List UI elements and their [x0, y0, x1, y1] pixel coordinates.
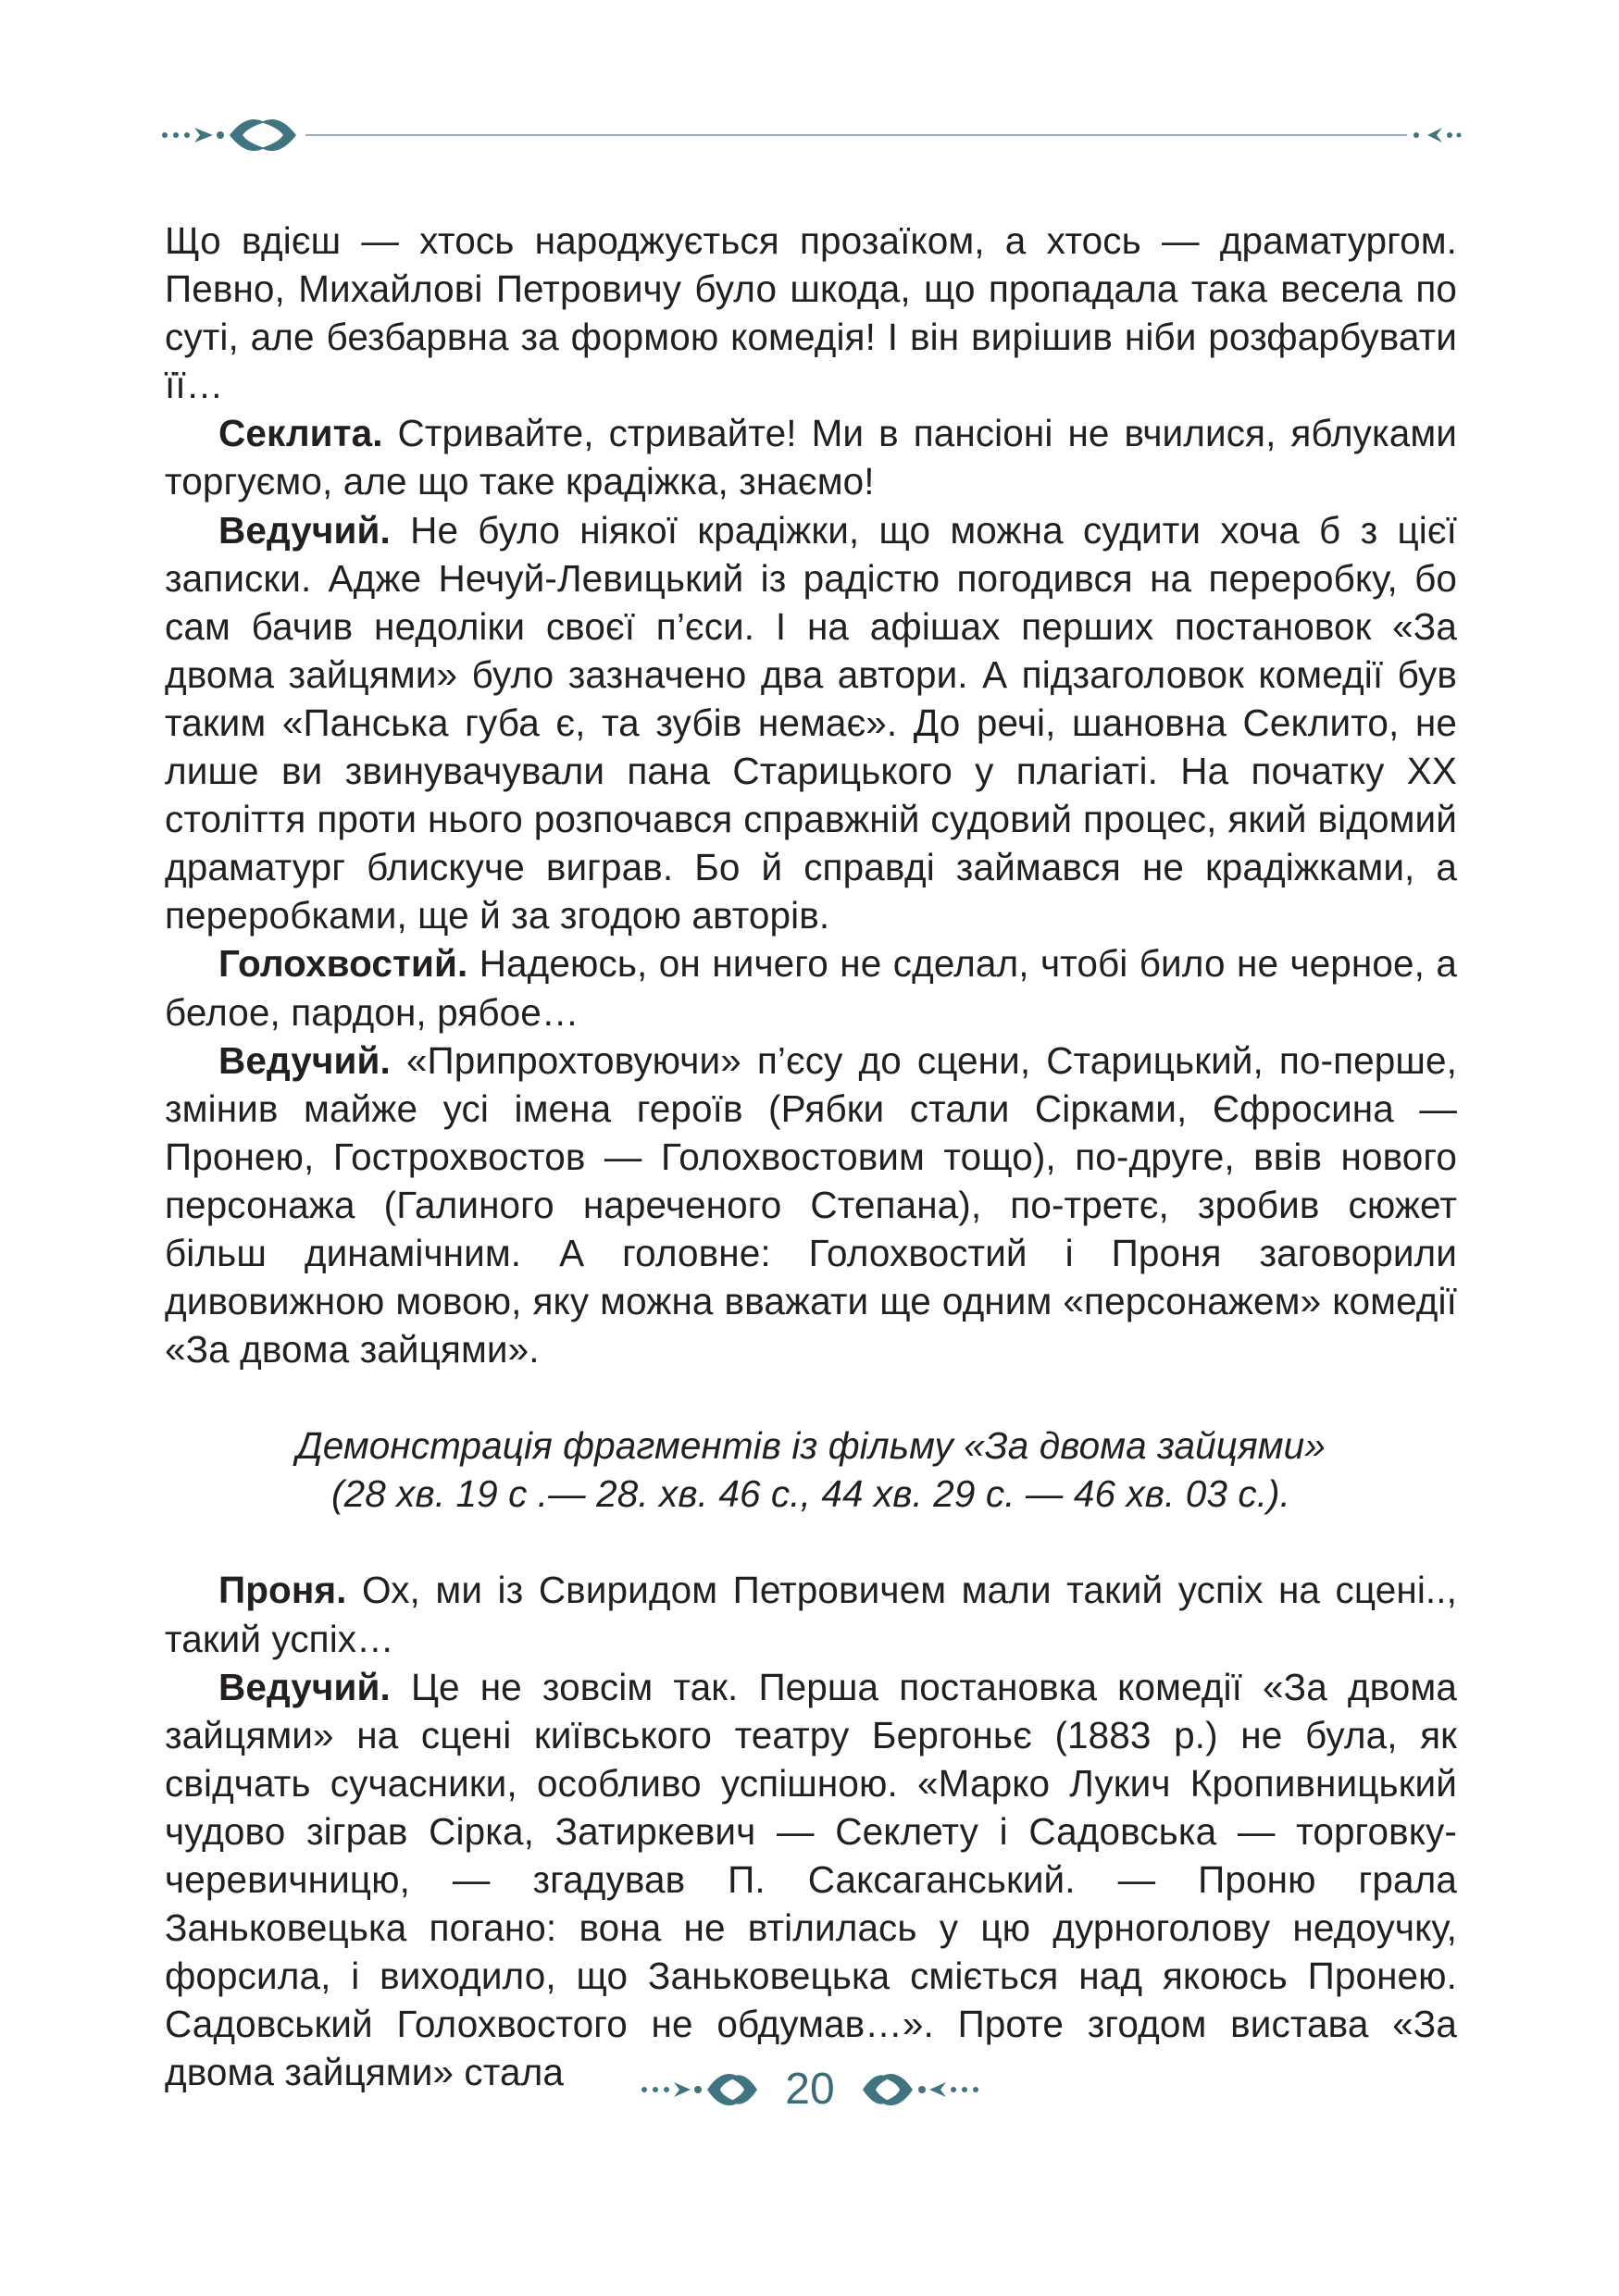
speaker-name: Голохвостий. [218, 942, 468, 986]
main-text [165, 217, 1457, 2096]
speech-paragraph [165, 1036, 1457, 1374]
speech-text: Це не зовсім так. Перша постановка комедії «За двома зайцями» на сцені київського театру Бергоньє (1883 р.) не була, як свідчать сучасники, особливо успішною. «Марко Лукич Кропивницький чудово зіграв Сірка, Затиркевич — Секлету і Садовська — торговку-черевичницю, — згадував П. Саксаганський. — Проню грала Заньковецька погано: вона не втілилась у цю дурноголову недоучку, форсила, і виходило, що Заньковецька сміється над якоюсь Пронею. Садовський Голохвостого не обдумав…». Проте згодом вистава «За двома зайцями» стала [165, 1665, 1457, 2094]
header-ornament-icon [157, 109, 1463, 161]
speech-text: Ох, ми із Свиридом Петровичем мали такий успіх на сцені.., такий успіх… [165, 1569, 1457, 1660]
stage-direction-line: (28 хв. 19 с .— 28. хв. 46 с., 44 хв. 29 с. — 46 хв. 03 с.). [331, 1472, 1290, 1516]
paragraph: Що вдієш — хтось народжується прозаїком, а хтось — драматургом. Певно, Михайлові Петровичу було шкода, що пропадала така весела по суті, але безбарвна за формою комедія! І він вирішив ніби розфарбувати її… [165, 219, 1457, 407]
speech-paragraph [165, 1566, 1457, 1662]
speech-paragraph [165, 409, 1457, 505]
footer-right-ornament-icon [861, 2060, 981, 2119]
speaker-name: Ведучий. [218, 1038, 391, 1082]
speaker-name: Проня. [218, 1569, 347, 1612]
footer-left-ornament-icon [639, 2060, 759, 2119]
speech-text: Не було ніякої крадіжки, що можна судити хоча б з цієї записки. Адже Нечуй-Левицький із радістю погодився на переробку, бо сам бачив недоліки своєї п’єси. І на афішах перших постановок «За двома зайцями» було зазначено два автори. А підзаголовок комедії був таким «Панська губа є, та зубів немає». До речі, шановна Секлито, не лише ви звинувачували пана Старицького у плагіаті. На початку ХХ століття проти нього розпочався справжній судовий процес, який відомий драматург блискуче виграв. Бо й справді займався не крадіжками, а переробками, ще й за згодою авторів. [165, 508, 1457, 937]
speech-text: Надеюсь, он ничего не сделал, чтобі било не черное, а белое, пардон, рябое… [165, 942, 1457, 1034]
speech-paragraph [165, 506, 1457, 940]
speaker-name: Ведучий. [218, 1665, 391, 1708]
speech-text: Стривайте, стривайте! Ми в пансіоні не вчилися, яблуками торгуємо, але що таке крадіжка, знаємо! [165, 412, 1457, 503]
stage-direction-line: Демонстрація фрагментів із фільму «За двома зайцями» [296, 1424, 1326, 1468]
stage-direction [165, 1421, 1457, 1518]
speech-paragraph [165, 1663, 1457, 2097]
speech-paragraph [165, 939, 1457, 1036]
speaker-name: Секлита. [218, 412, 383, 455]
page-footer [639, 2060, 981, 2119]
speech-text: «Припрохтовуючи» п’єсу до сцени, Старицький, по-перше, змінив майже усі імена героїв (Рябки стали Сірками, Єфросина — Пронею, Гострохвостов — Голохвостовим тощо), по-друге, ввів нового персонажа (Галиного нареченого Степана), по-третє, зробив сюжет більш динамічним. А головне: Голохвостий і Проня заговорили дивовижною мовою, яку можна вважати ще одним «персонажем» комедії «За двома зайцями». [165, 1038, 1457, 1371]
speaker-name: Ведучий. [218, 508, 391, 552]
page-number: 20 [785, 2065, 835, 2114]
